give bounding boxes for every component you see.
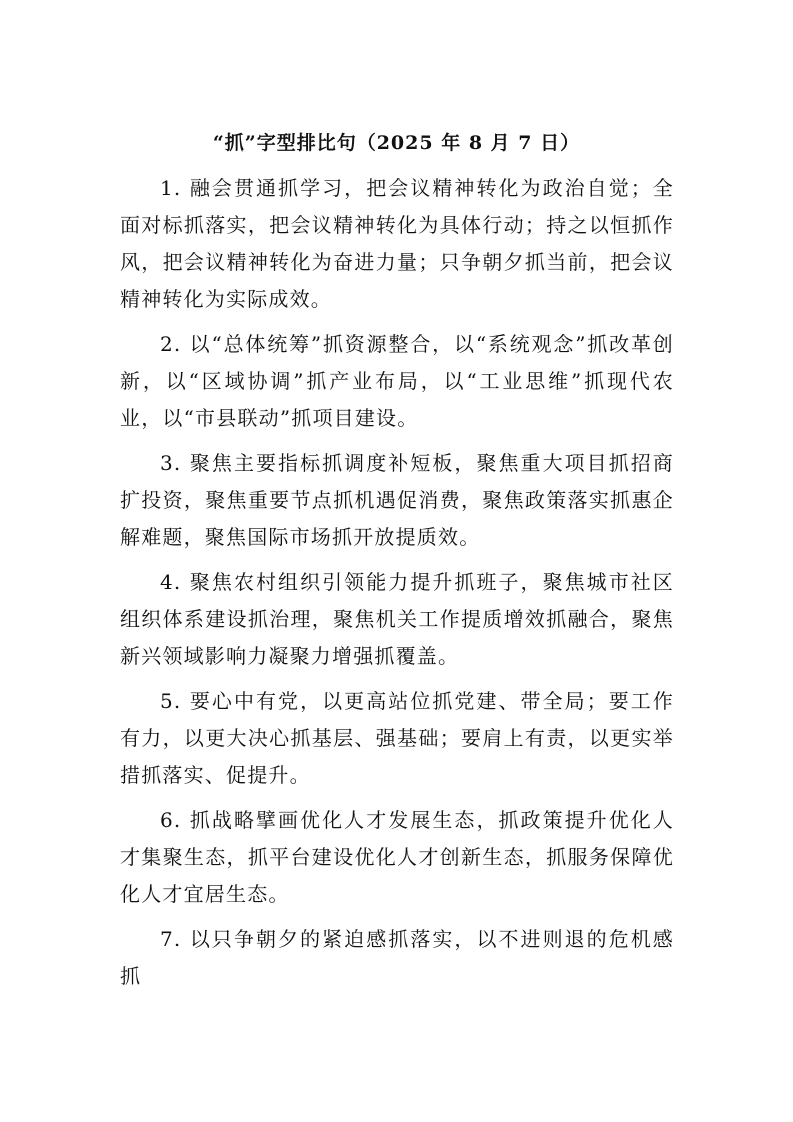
- paragraph-3: 3. 聚焦主要指标抓调度补短板，聚焦重大项目抓招商扩投资，聚焦重要节点抓机遇促消费，聚焦政策落实抓惠企解难题，聚焦国际市场抓开放提质效。: [120, 451, 674, 549]
- paragraph-5: 5. 要心中有党，以更高站位抓党建、带全局；要工作有力，以更大决心抓基层、强基础；要肩上有责，以更实举措抓落实、促提升。: [120, 689, 674, 787]
- document-title: “抓”字型排比句（2025 年 8 月 7 日）: [212, 132, 581, 154]
- paragraph-6: 6. 抓战略擘画优化人才发展生态，抓政策提升优化人才集聚生态，抓平台建设优化人才创新生态，抓服务保障优化人才宜居生态。: [120, 808, 674, 906]
- document-body: [120, 170, 674, 1003]
- paragraph-2: 2. 以“总体统筹”抓资源整合，以“系统观念”抓改革创新，以“区域协调”抓产业布局，以“工业思维”抓现代农业，以“市县联动”抓项目建设。: [120, 332, 674, 430]
- paragraph-4: 4. 聚焦农村组织引领能力提升抓班子，聚焦城市社区组织体系建设抓治理，聚焦机关工作提质增效抓融合，聚焦新兴领域影响力凝聚力增强抓覆盖。: [120, 570, 674, 668]
- paragraph-7: 7. 以只争朝夕的紧迫感抓落实，以不进则退的危机感抓: [120, 927, 674, 988]
- paragraph-1: 1. 融会贯通抓学习，把会议精神转化为政治自觉；全面对标抓落实，把会议精神转化为具体行动；持之以恒抓作风，把会议精神转化为奋进力量；只争朝夕抓当前，把会议精神转化为实际成效。: [120, 176, 674, 311]
